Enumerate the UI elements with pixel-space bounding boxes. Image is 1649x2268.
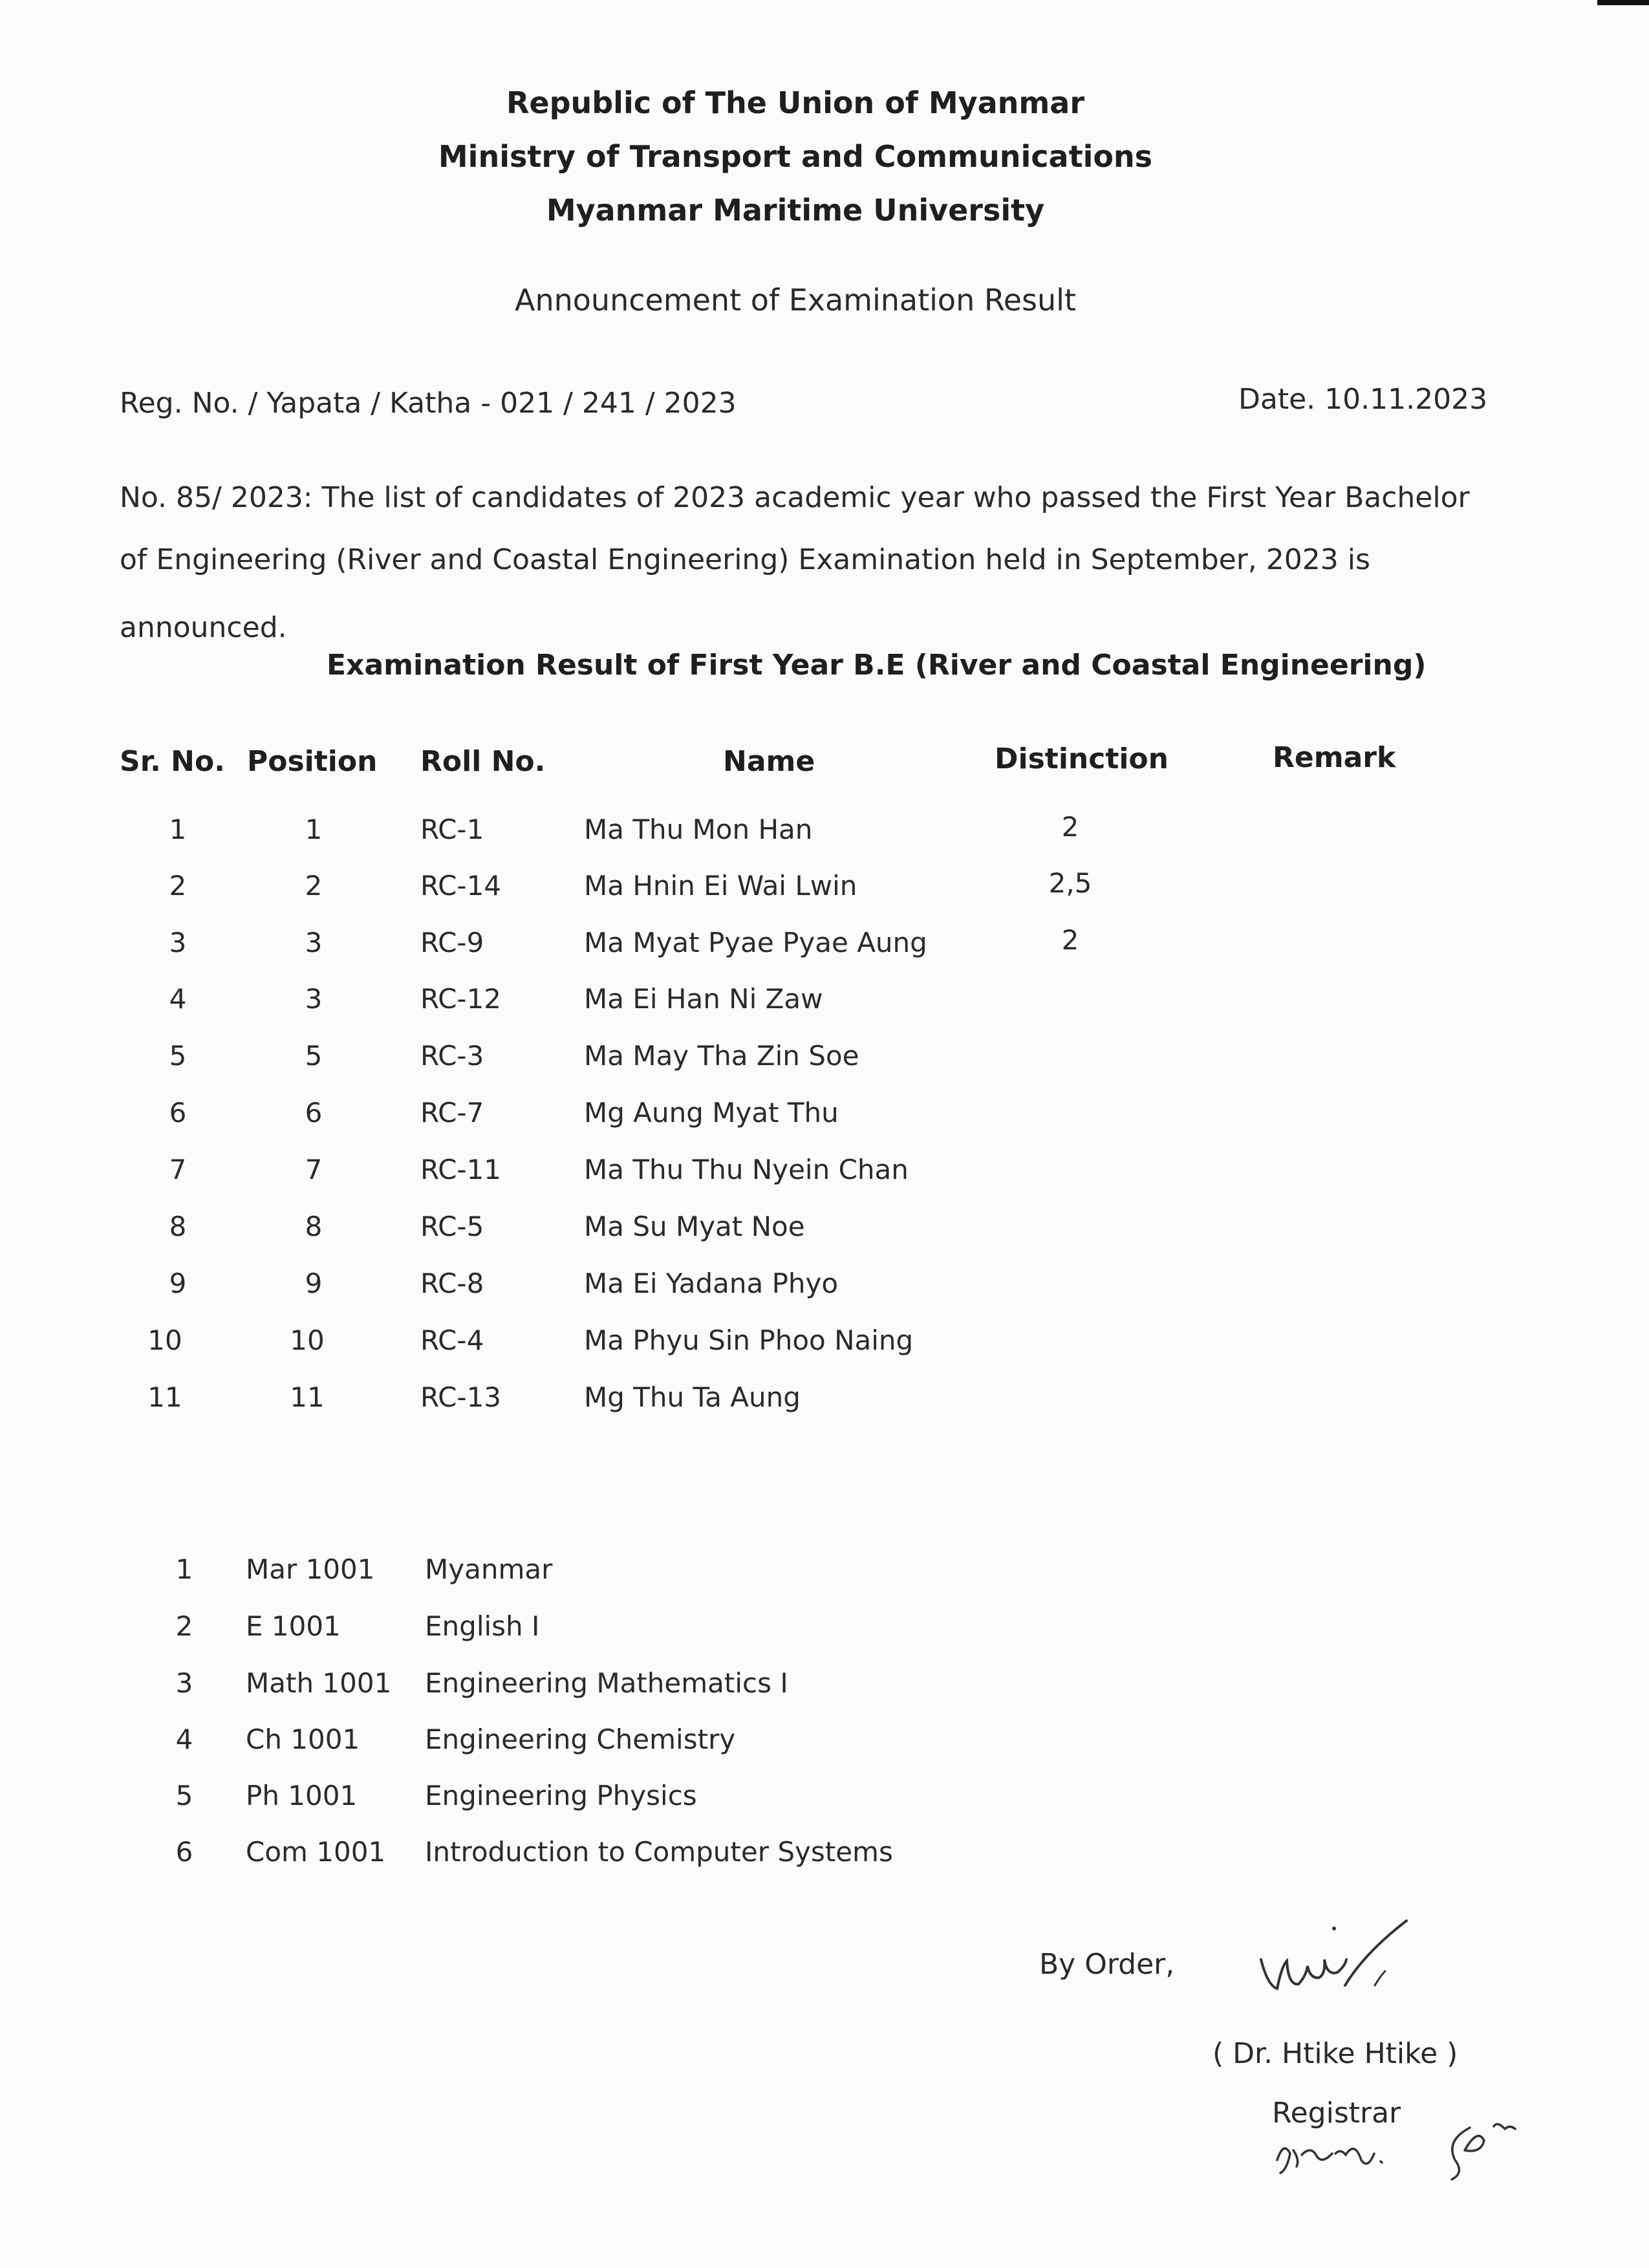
table-row <box>0 1154 1649 1199</box>
cell-roll: RC-1 <box>420 814 484 845</box>
cell-roll: RC-11 <box>420 1154 502 1185</box>
cell-sr: 8 <box>169 1211 187 1242</box>
subject-code: Mar 1001 <box>246 1553 375 1585</box>
list-item <box>0 1780 1649 1825</box>
subject-name: Myanmar <box>425 1553 553 1585</box>
cell-name: Ma Myat Pyae Pyae Aung <box>584 927 927 958</box>
notice-line-2: of Engineering (River and Coastal Engineering) Examination held in September, 2023 is <box>120 543 1370 576</box>
subject-code: Com 1001 <box>246 1836 386 1868</box>
subject-code: Math 1001 <box>246 1667 392 1699</box>
subject-code: E 1001 <box>246 1610 341 1642</box>
table-row <box>0 924 1649 972</box>
table-row <box>0 1040 1649 1085</box>
header-country: Republic of The Union of Myanmar <box>506 85 1085 120</box>
header-distinction: Distinction <box>995 742 1169 775</box>
cell-name: Ma Thu Mon Han <box>584 814 813 845</box>
cell-sr: 6 <box>169 1097 187 1129</box>
cell-name: Mg Aung Myat Thu <box>584 1097 839 1129</box>
header-position: Position <box>247 745 378 778</box>
date: Date. 10.11.2023 <box>1238 383 1488 416</box>
cell-name: Mg Thu Ta Aung <box>584 1381 801 1413</box>
cell-roll: RC-4 <box>420 1324 484 1356</box>
list-item <box>0 1836 1649 1881</box>
cell-roll: RC-9 <box>420 927 484 958</box>
header-remark: Remark <box>1273 741 1396 774</box>
cell-position: 10 <box>290 1324 325 1356</box>
cell-sr: 3 <box>169 927 187 958</box>
cell-position: 2 <box>305 870 323 902</box>
subject-name: Introduction to Computer Systems <box>425 1836 893 1868</box>
subject-code: Ph 1001 <box>246 1780 358 1811</box>
cell-position: 7 <box>305 1154 323 1185</box>
signature-image <box>1248 1914 1416 2018</box>
header-name: Name <box>723 745 815 778</box>
table-row <box>0 1324 1649 1370</box>
cell-roll: RC-5 <box>420 1211 484 1242</box>
cell-position: 3 <box>305 983 323 1015</box>
list-item <box>0 1553 1649 1599</box>
list-item <box>0 1610 1649 1656</box>
cell-name: Ma Ei Han Ni Zaw <box>584 983 823 1015</box>
subject-no: 4 <box>175 1723 193 1755</box>
cell-sr: 10 <box>147 1324 182 1356</box>
initials-image <box>1271 2115 1529 2186</box>
subject-code: Ch 1001 <box>246 1723 360 1755</box>
notice-line-1: No. 85/ 2023: The list of candidates of 2023 academic year who passed the First Year Bachelor <box>120 481 1470 514</box>
announcement-title: Announcement of Examination Result <box>515 283 1076 318</box>
cell-name: Ma Phyu Sin Phoo Naing <box>584 1324 914 1356</box>
cell-sr: 1 <box>169 814 187 845</box>
cell-position: 8 <box>305 1211 323 1242</box>
list-item <box>0 1723 1649 1769</box>
cell-distinction: 2,5 <box>1048 867 1092 899</box>
table-row <box>0 867 1649 915</box>
subject-no: 5 <box>175 1780 193 1811</box>
cell-sr: 5 <box>169 1040 187 1072</box>
cell-name: Ma Su Myat Noe <box>584 1211 805 1242</box>
table-row <box>0 1097 1649 1142</box>
cell-position: 3 <box>305 927 323 958</box>
table-row <box>0 811 1649 859</box>
cell-sr: 11 <box>147 1381 182 1413</box>
result-title: Examination Result of First Year B.E (River and Coastal Engineering) <box>327 649 1427 682</box>
cell-sr: 2 <box>169 870 187 902</box>
table-row <box>0 1211 1649 1256</box>
table-row <box>0 1381 1649 1427</box>
header-university: Myanmar Maritime University <box>546 193 1045 228</box>
signatory-name: ( Dr. Htike Htike ) <box>1212 2037 1458 2070</box>
subject-name: Engineering Physics <box>425 1780 697 1811</box>
cell-roll: RC-13 <box>420 1381 502 1413</box>
cell-position: 6 <box>305 1097 323 1129</box>
notice-line-3: announced. <box>120 611 287 644</box>
cell-distinction: 2 <box>1061 924 1079 956</box>
subject-no: 3 <box>175 1667 193 1699</box>
reg-number: Reg. No. / Yapata / Katha - 021 / 241 / 2023 <box>120 387 737 420</box>
header-ministry: Ministry of Transport and Communications <box>438 139 1153 174</box>
subject-name: Engineering Chemistry <box>425 1723 736 1755</box>
header-sr-no: Sr. No. <box>120 745 225 778</box>
scan-edge-mark <box>1597 0 1649 5</box>
cell-name: Ma May Tha Zin Soe <box>584 1040 859 1072</box>
subject-name: Engineering Mathematics I <box>425 1667 788 1699</box>
table-row <box>0 1268 1649 1313</box>
subject-no: 6 <box>175 1836 193 1868</box>
cell-distinction: 2 <box>1061 811 1079 843</box>
cell-sr: 4 <box>169 983 187 1015</box>
subject-name: English I <box>425 1610 540 1642</box>
by-order-label: By Order, <box>1039 1948 1175 1981</box>
subject-no: 1 <box>175 1553 193 1585</box>
cell-name: Ma Hnin Ei Wai Lwin <box>584 870 857 902</box>
cell-position: 11 <box>290 1381 325 1413</box>
cell-sr: 9 <box>169 1268 187 1299</box>
cell-roll: RC-8 <box>420 1268 484 1299</box>
list-item <box>0 1667 1649 1712</box>
cell-position: 9 <box>305 1268 323 1299</box>
cell-position: 5 <box>305 1040 323 1072</box>
signatory-title: Registrar <box>1272 2097 1401 2130</box>
cell-name: Ma Ei Yadana Phyo <box>584 1268 839 1299</box>
cell-roll: RC-7 <box>420 1097 484 1129</box>
cell-roll: RC-14 <box>420 870 502 902</box>
cell-sr: 7 <box>169 1154 187 1185</box>
header-roll-no: Roll No. <box>420 745 546 778</box>
cell-roll: RC-3 <box>420 1040 484 1072</box>
table-row <box>0 983 1649 1028</box>
subject-no: 2 <box>175 1610 193 1642</box>
cell-roll: RC-12 <box>420 983 502 1015</box>
cell-position: 1 <box>305 814 323 845</box>
cell-name: Ma Thu Thu Nyein Chan <box>584 1154 909 1185</box>
